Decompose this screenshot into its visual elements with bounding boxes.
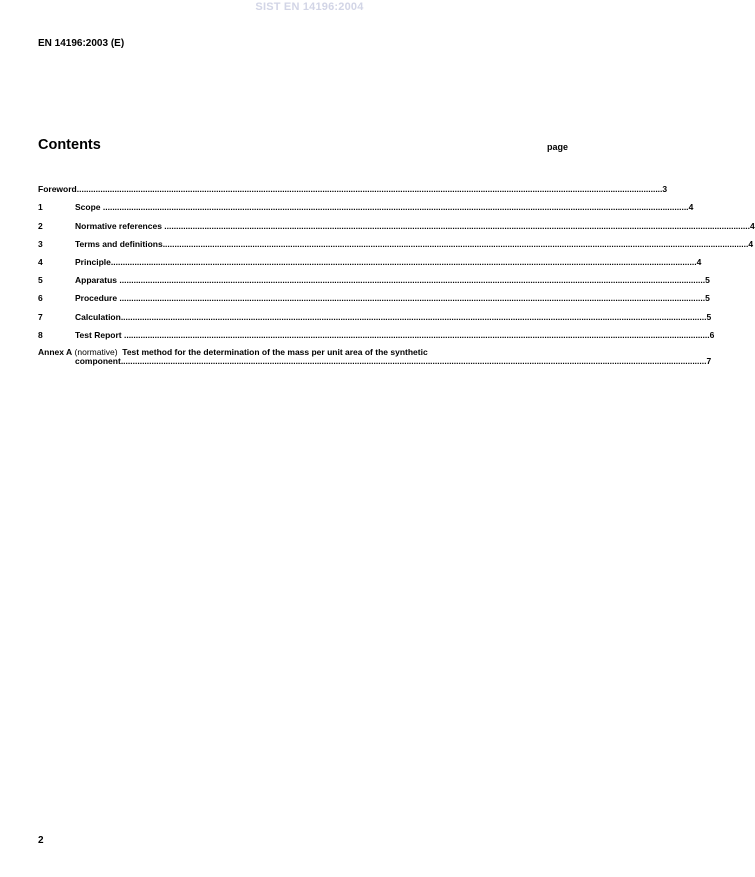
toc-entry-page: 4: [749, 220, 755, 231]
toc-entry-title: Test Report: [75, 329, 122, 340]
annex-title-line1: Test method for the determination of the mass per unit area of the synthetic: [122, 346, 428, 357]
toc-entry-terms-and-definitions[interactable]: [38, 231, 754, 249]
toc-entry-page: 4: [748, 238, 754, 249]
toc-entry-number: 7: [38, 311, 43, 322]
toc-entry-apparatus[interactable]: [38, 267, 710, 286]
page-column-label: page: [546, 142, 568, 152]
toc-entry-title: Terms and definitions: [75, 238, 163, 249]
toc-leader-dots: ........................................................................................................................................................................................................................................................: [162, 238, 749, 249]
toc-entry-title: Apparatus: [75, 275, 118, 286]
annex-label: Annex A: [38, 346, 73, 357]
toc-leader-dots: ........................................................................................................................................................................................................................................................: [161, 220, 750, 231]
toc-entry-page: 5: [705, 275, 710, 286]
toc-entry-procedure[interactable]: [38, 285, 710, 304]
toc-entry-title: Foreword: [38, 184, 77, 195]
toc-leader-dots: ........................................................................................................................................................................................................................................................: [117, 293, 706, 304]
page-number: 2: [38, 835, 44, 846]
document-id: EN 14196:2003 (E): [38, 38, 125, 49]
toc-entry-principle[interactable]: [38, 249, 702, 267]
toc-entry-page: 4: [688, 202, 694, 213]
toc-entry-foreword[interactable]: [38, 176, 668, 195]
table-of-contents: [38, 176, 755, 367]
toc-leader-dots: ........................................................................................................................................................................................................................................................: [121, 329, 710, 340]
toc-entry-title: Normative references: [75, 220, 162, 231]
toc-entry-page: 5: [706, 311, 712, 322]
toc-entry-number: 8: [38, 329, 43, 340]
toc-entry-number: 2: [38, 220, 43, 231]
toc-entry-title: Calculation: [75, 311, 121, 322]
annex-title-line2: component: [75, 356, 121, 367]
toc-entry-calculation[interactable]: [38, 303, 712, 322]
toc-entry-page: 6: [709, 329, 715, 340]
toc-entry-normative-references[interactable]: [38, 212, 755, 231]
contents-heading: Contents: [38, 137, 101, 153]
toc-entry-annex-a[interactable]: [38, 346, 712, 367]
toc-leader-dots: ........................................................................................................................................................................................................................................................: [117, 275, 706, 286]
toc-entry-scope[interactable]: [38, 194, 694, 213]
toc-leader-dots: ........................................................................................................................................................................................................................................................: [120, 356, 707, 367]
toc-entry-title: Scope: [75, 202, 101, 213]
toc-leader-dots: ........................................................................................................................................................................................................................................................: [120, 311, 707, 322]
toc-entry-number: 6: [38, 293, 43, 304]
toc-entry-test-report[interactable]: [38, 322, 715, 340]
watermark: SIST EN 14196:2004: [255, 1, 364, 13]
toc-entry-title: Principle: [75, 256, 111, 267]
toc-leader-dots: ........................................................................................................................................................................................................................................................: [100, 202, 689, 213]
annex-status: (normative): [74, 346, 118, 357]
toc-entry-number: 1: [38, 202, 43, 213]
toc-entry-page: 7: [706, 356, 712, 367]
toc-entry-page: 4: [696, 256, 702, 267]
toc-leader-dots: ........................................................................................................................................................................................................................................................: [76, 184, 663, 195]
toc-entry-number: 4: [38, 256, 43, 267]
toc-entry-number: 5: [38, 275, 43, 286]
toc-leader-dots: ........................................................................................................................................................................................................................................................: [110, 256, 697, 267]
toc-entry-title: Procedure: [75, 293, 118, 304]
toc-entry-number: 3: [38, 238, 43, 249]
toc-entry-page: 3: [662, 184, 668, 195]
toc-entry-page: 5: [705, 293, 710, 304]
